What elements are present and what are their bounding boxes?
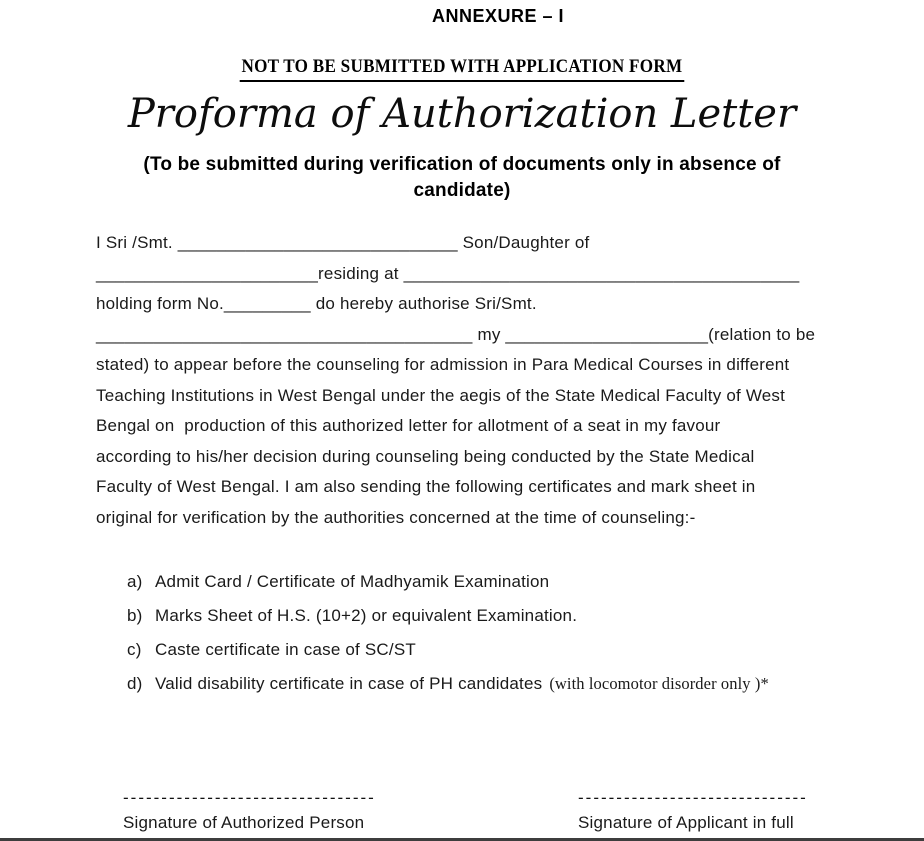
body-line-4: _______________________________________ my _____________________(relation to be: [96, 324, 816, 344]
body-line-7: Bengal on production of this authorized letter for allotment of a seat in my favour: [96, 416, 721, 435]
body-line-5: stated) to appear before the counseling for admission in Para Medical Courses in different: [96, 355, 790, 374]
submission-note-line-1: (To be submitted during verification of documents only in absence of: [143, 154, 781, 175]
submission-note: [0, 152, 924, 204]
signature-applicant: [578, 789, 808, 833]
annexure-heading: ANNEXURE – I: [431, 6, 565, 26]
list-text-c: Caste certificate in case of SC/ST: [155, 640, 416, 659]
body-line-8: according to his/her decision during counseling being conducted by the State Medical: [96, 446, 755, 466]
document-title: Proforma of Authorization Letter: [127, 91, 797, 137]
list-item-d: [127, 667, 924, 701]
signature-label-right: Signature of Applicant in full: [578, 813, 794, 832]
list-suffix-d: (with locomotor disorder only )*: [549, 674, 769, 693]
body-line-3: holding form No._________ do hereby authorise Sri/Smt.: [96, 294, 537, 313]
signature-line-right: ------------------------------: [578, 788, 808, 807]
list-item-c: [127, 633, 924, 667]
signature-line-left: ---------------------------------: [123, 788, 376, 807]
letter-body: [96, 228, 924, 533]
list-marker-b: b): [127, 606, 143, 625]
body-line-9: Faculty of West Bengal. I am also sending the following certificates and mark sheet in: [96, 477, 756, 496]
list-marker-c: c): [127, 640, 142, 659]
body-line-2: _______________________residing at _________________________________________: [96, 263, 800, 283]
warning-heading-row: [0, 55, 924, 82]
list-marker-a: a): [127, 572, 143, 591]
list-text-a: Admit Card / Certificate of Madhyamik Examination: [155, 572, 550, 591]
list-text-d: Valid disability certificate in case of PH candidates: [155, 674, 543, 693]
warning-heading: NOT TO BE SUBMITTED WITH APPLICATION FORM: [240, 55, 684, 82]
list-text-b: Marks Sheet of H.S. (10+2) or equivalent Examination.: [155, 606, 578, 625]
body-line-6: Teaching Institutions in West Bengal under the aegis of the State Medical Faculty of West: [96, 385, 786, 405]
body-line-10: original for verification by the authorities concerned at the time of counseling:-: [96, 507, 696, 527]
list-item-b: [127, 599, 924, 633]
body-line-1: I Sri /Smt. _____________________________ Son/Daughter of: [96, 233, 590, 252]
signature-authorized-person: [123, 789, 376, 833]
list-item-a: [127, 565, 924, 599]
certificate-list: [127, 565, 924, 701]
list-marker-d: d): [127, 674, 143, 693]
submission-note-line-2: candidate): [413, 180, 511, 201]
signature-label-left: Signature of Authorized Person: [123, 813, 365, 832]
